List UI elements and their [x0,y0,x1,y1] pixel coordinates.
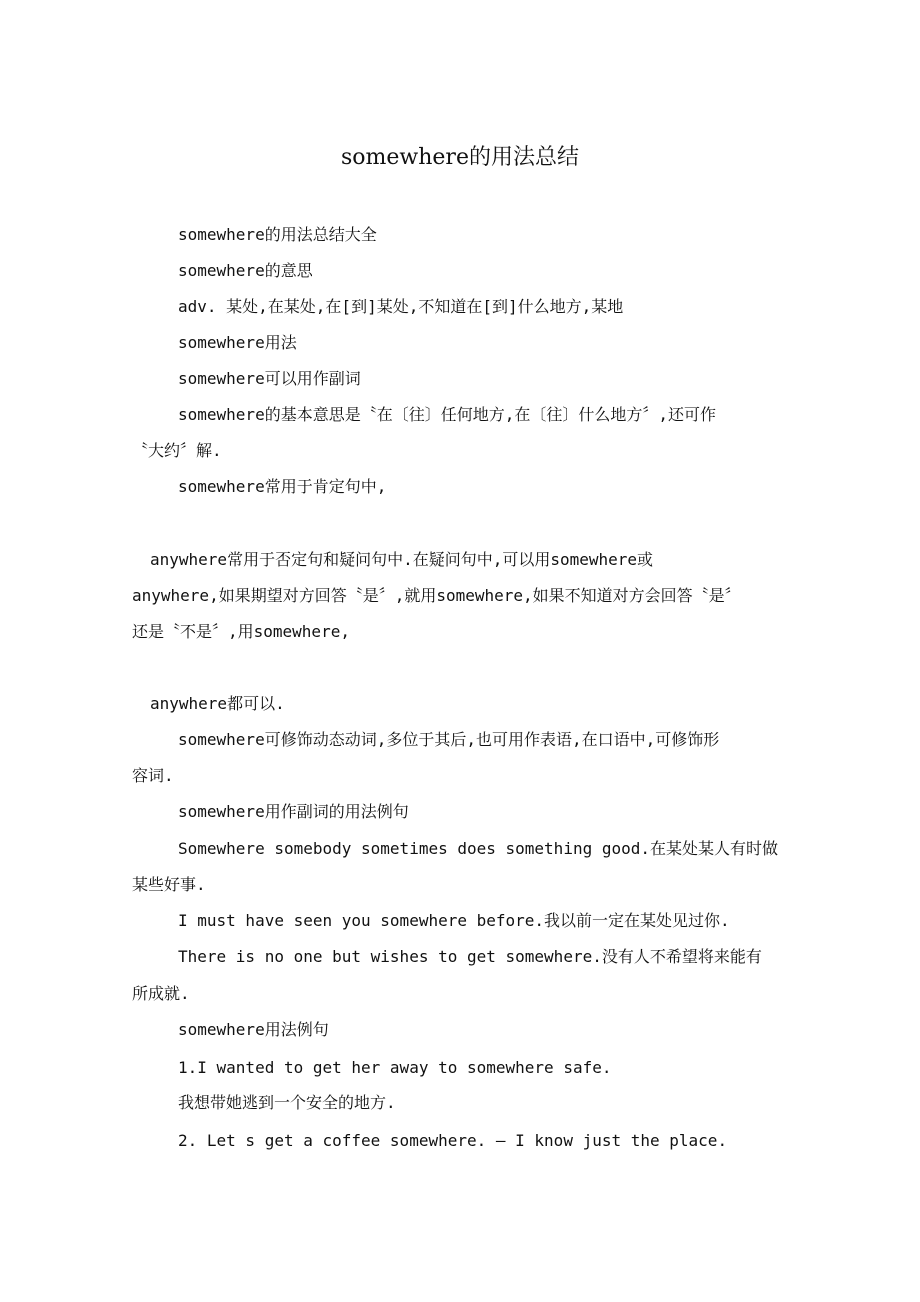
text-line: 某些好事. [132,875,206,894]
text-line: somewhere用作副词的用法例句 [178,802,409,821]
text-line: 1.I wanted to get her away to somewhere safe. [178,1058,612,1077]
text-line: 所成就. [132,984,190,1003]
page-title: somewhere的用法总结 [341,145,579,170]
text-line: somewhere可以用作副词 [178,369,361,388]
text-line: somewhere常用于肯定句中, [178,477,387,496]
text-line: Somewhere somebody sometimes does something good.在某处某人有时做 [178,839,779,858]
text-line: anywhere,如果期望对方回答〝是〞,就用somewhere,如果不知道对方会回答〝是〞 [132,586,741,605]
text-line: somewhere的基本意思是〝在〔往〕任何地方,在〔往〕什么地方〞,还可作 [178,405,716,424]
text-line: somewhere用法 [178,333,297,352]
text-line: 还是〝不是〞,用somewhere, [132,622,350,641]
text-line: anywhere都可以. [150,694,285,713]
text-line: adv. 某处,在某处,在[到]某处,不知道在[到]什么地方,某地 [178,297,624,316]
text-line: anywhere常用于否定句和疑问句中.在疑问句中,可以用somewhere或 [150,550,654,569]
text-line: somewhere用法例句 [178,1020,329,1039]
text-line: somewhere的意思 [178,261,313,280]
text-line: 我想带她逃到一个安全的地方. [178,1093,396,1112]
text-line: I must have seen you somewhere before.我以前一定在某处见过你. [178,911,730,930]
text-line: somewhere的用法总结大全 [178,225,377,244]
text-line: 2. Let s get a coffee somewhere. — I know just the place. [178,1131,728,1150]
text-line: There is no one but wishes to get somewhere.没有人不希望将来能有 [178,947,762,966]
text-line: 〝大约〞解. [132,441,222,460]
text-line: somewhere可修饰动态动词,多位于其后,也可用作表语,在口语中,可修饰形 [178,730,720,749]
text-line: 容词. [132,766,174,785]
